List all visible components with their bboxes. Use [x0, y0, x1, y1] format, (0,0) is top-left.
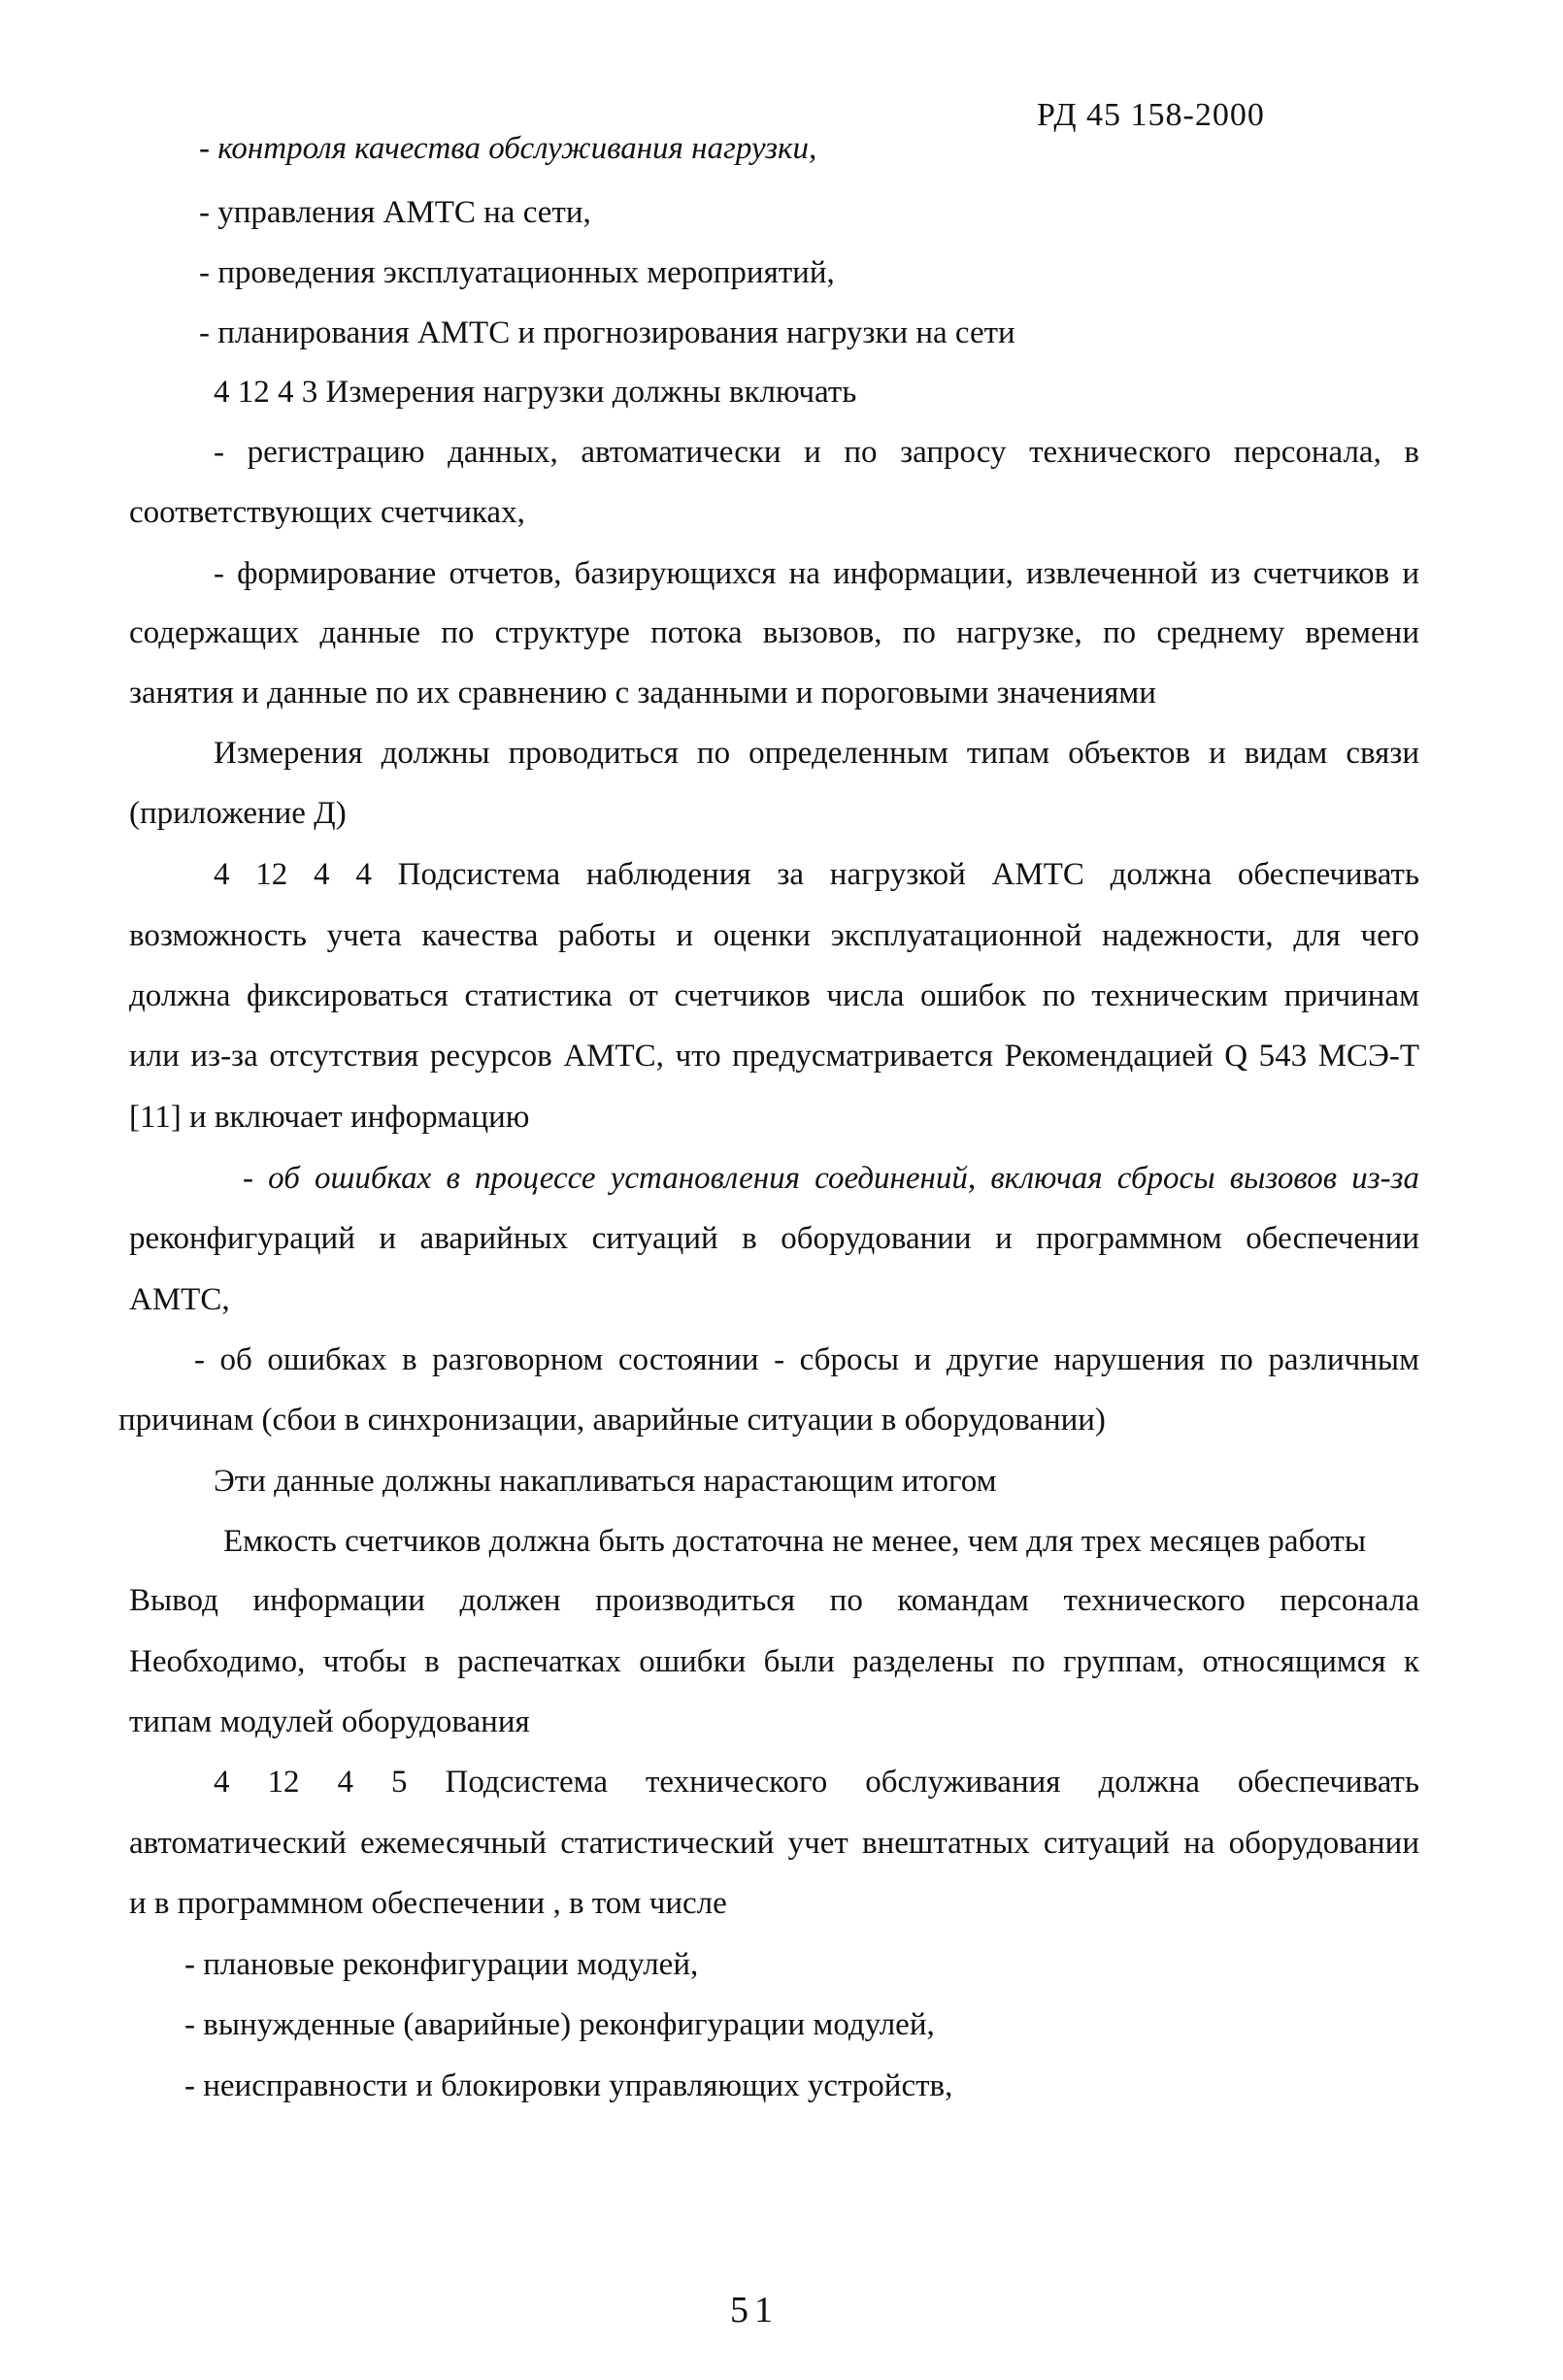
- text-line: Емкость счетчиков должна быть достаточна не менее, чем для трех месяцев работы: [223, 1524, 1367, 1559]
- section-heading: 4 12 4 4 Подсистема наблюдения за нагрузкой АМТС должна обеспечивать: [214, 857, 1419, 892]
- section-heading: 4 12 4 5 Подсистема технического обслуживания должна обеспечивать: [214, 1765, 1419, 1800]
- text-line: (приложение Д): [129, 796, 347, 831]
- list-item: - неисправности и блокировки управляющих устройств,: [184, 2068, 953, 2103]
- text-line: 4 12 4 3 Измерения нагрузки должны включать: [214, 375, 857, 410]
- text-line: реконфигураций и аварийных ситуаций в оборудовании и программном обеспечении: [129, 1221, 1419, 1256]
- text-line: Измерения должны проводиться по определенным типам объектов и видам связи: [214, 736, 1419, 771]
- text-line: - формирование отчетов, базирующихся на информации, извлеченной из счетчиков и: [214, 556, 1419, 591]
- text-line: - проведения эксплуатационных мероприятий,: [199, 255, 835, 290]
- text-line: типам модулей оборудования: [129, 1704, 530, 1739]
- text-line: Необходимо, чтобы в распечатках ошибки были разделены по группам, относящимся к: [129, 1644, 1419, 1679]
- text-line: возможность учета качества работы и оценки эксплуатационной надежности, для чего: [129, 918, 1419, 953]
- list-item: - плановые реконфигурации модулей,: [184, 1947, 699, 1982]
- text-line: [11] и включает информацию: [129, 1100, 530, 1135]
- text-line: должна фиксироваться статистика от счетчиков числа ошибок по техническим причинам: [129, 978, 1419, 1013]
- text-line: Вывод информации должен производиться по командам технического персонала: [129, 1583, 1419, 1618]
- text-line: - контроля качества обслуживания нагрузки,: [199, 131, 817, 166]
- text-line: автоматический ежемесячный статистический учет внештатных ситуаций на оборудовании: [129, 1826, 1419, 1861]
- page-number: 51: [730, 2290, 779, 2330]
- list-item: - вынужденные (аварийные) реконфигурации модулей,: [184, 2007, 935, 2042]
- text-line: соответствующих счетчиках,: [129, 495, 525, 530]
- text-line: - регистрацию данных, автоматически и по запросу технического персонала, в: [214, 435, 1419, 470]
- text-line: - планирования АМТС и прогнозирования нагрузки на сети: [199, 315, 1015, 350]
- text-line: содержащих данные по структуре потока вызовов, по нагрузке, по среднему времени: [129, 615, 1419, 650]
- document-code: РД 45 158-2000: [1037, 97, 1265, 133]
- text-line: - управления АМТС на сети,: [199, 195, 591, 230]
- text-line: занятия и данные по их сравнению с заданными и пороговыми значениями: [129, 676, 1156, 711]
- text-line: и в программном обеспечении , в том числе: [129, 1886, 727, 1921]
- text-line: АМТС,: [129, 1282, 230, 1317]
- text-line: - об ошибках в разговорном состоянии - сбросы и другие нарушения по различным: [194, 1342, 1419, 1377]
- text-line: причинам (сбои в синхронизации, аварийные ситуации в оборудовании): [118, 1403, 1106, 1438]
- text-line: - об ошибках в процессе установления соединений, включая сбросы вызовов из-за: [243, 1161, 1419, 1196]
- text-line: или из-за отсутствия ресурсов АМТС, что предусматривается Рекомендацией Q 543 МСЭ-Т: [129, 1039, 1419, 1074]
- text-line: Эти данные должны накапливаться нарастающим итогом: [214, 1464, 997, 1499]
